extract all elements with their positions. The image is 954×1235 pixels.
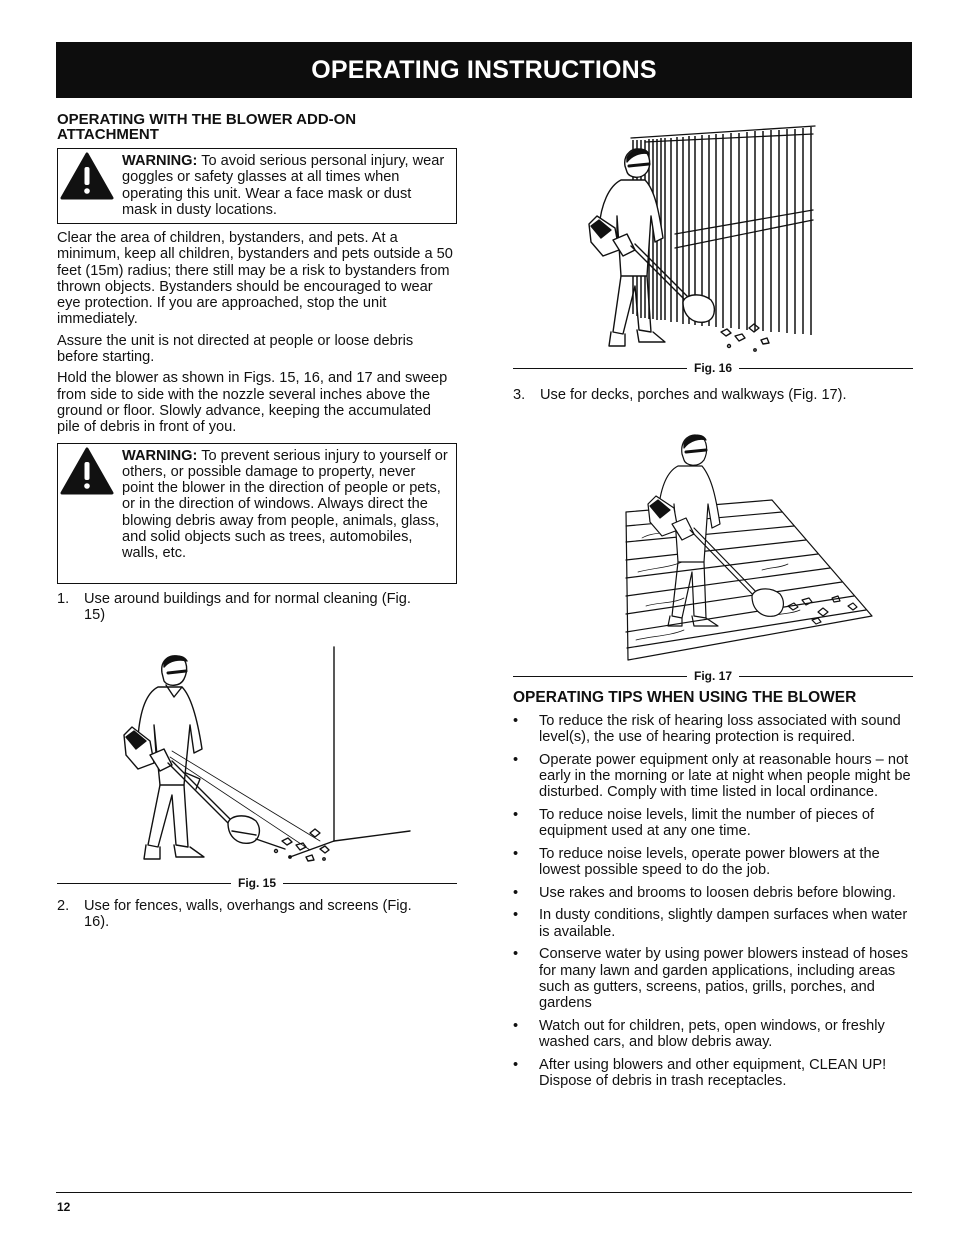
page-title: OPERATING INSTRUCTIONS <box>311 55 657 84</box>
figure-17-caption <box>513 669 913 683</box>
warning-label: WARNING: <box>122 447 198 464</box>
figure-15-caption <box>57 876 457 890</box>
warning-label: WARNING: <box>122 153 198 169</box>
tip-text: Operate power equipment only at reasonable hours – not early in the morning or late at night when people might be disturbed. Comply with time listed in local ordinance. <box>539 751 911 801</box>
tip-text: In dusty conditions, slightly dampen surfaces when water is available. <box>539 907 908 940</box>
tip-text: To reduce noise levels, operate power blowers at the lowest possible speed to do the job. <box>539 845 880 879</box>
list-item-step-2 <box>57 898 457 931</box>
bullet-marker: • <box>513 1017 519 1034</box>
list-item-step-3 <box>513 387 913 403</box>
footer-divider <box>56 1192 912 1193</box>
step-text: Use for fences, walls, overhangs and screens (Fig. 16). <box>84 898 412 931</box>
paragraph: Clear the area of children, bystanders, and pets. At a minimum, keep all children, bystanders and pets outside a 50 feet (15m) radius; there still may be a risk to bystanders from thrown objects. Bystanders should be encouraged to wear eye protection. If you are approached, stop the unit immediately. <box>57 230 453 328</box>
bullet-marker: • <box>513 884 519 901</box>
warning-triangle-icon <box>60 446 114 496</box>
list-item <box>513 807 913 840</box>
step-number: 3. <box>513 387 526 403</box>
caption-rule <box>739 368 913 369</box>
tip-text: Watch out for children, pets, open windows, or freshly washed cars, and blow debris away. <box>539 1017 885 1051</box>
list-item-step-1 <box>57 591 457 624</box>
figure-16-caption <box>513 361 913 375</box>
caption-label: Fig. 17 <box>694 669 733 683</box>
caption-rule <box>57 883 231 884</box>
list-item <box>513 907 913 940</box>
caption-rule <box>739 676 913 677</box>
list-item <box>513 846 913 879</box>
page-title-banner <box>56 42 912 98</box>
warning-text: To avoid serious personal injury, wear goggles or safety glasses at all times when operating this unit. Wear a face mask or dust mask in dusty locations. <box>122 153 445 218</box>
warning-box-direction <box>57 443 457 584</box>
caption-label: Fig. 16 <box>694 361 733 375</box>
warning-text: To prevent serious injury to yourself or others, or possible damage to property, never point the blower in the direction of people or pets, or in the direction of windows. Always direct the blowing debris away from people, animals, glass, and solid objects such as trees, automobiles, walls, etc. <box>122 447 448 562</box>
warning-box-goggles <box>57 148 457 224</box>
list-item <box>513 713 913 746</box>
section-heading-blower: OPERATING WITH THE BLOWER ADD-ON ATTACHMENT <box>57 111 357 143</box>
page-number: 12 <box>57 1200 71 1214</box>
left-column <box>57 112 457 623</box>
figure-15-illustration <box>110 645 420 873</box>
bullet-marker: • <box>513 946 519 963</box>
figure-17-illustration <box>622 420 874 666</box>
paragraph: Assure the unit is not directed at people or loose debris before starting. <box>57 332 414 366</box>
tip-text: After using blowers and other equipment, CLEAN UP! Dispose of debris in trash receptacles. <box>539 1056 887 1090</box>
tip-text: To reduce noise levels, limit the number of pieces of equipment used at any one time. <box>539 807 875 840</box>
bullet-marker: • <box>513 845 519 862</box>
tips-list <box>513 713 913 1089</box>
list-item <box>513 946 913 1011</box>
bullet-marker: • <box>513 1056 519 1073</box>
tip-text: Use rakes and brooms to loosen debris before blowing. <box>539 884 896 901</box>
tips-section <box>513 690 913 1096</box>
section-heading-tips: OPERATING TIPS WHEN USING THE BLOWER <box>513 689 857 706</box>
figure-16-illustration <box>585 124 825 360</box>
bullet-marker: • <box>513 907 519 924</box>
bullet-marker: • <box>513 713 519 729</box>
step-text: Use around buildings and for normal cleaning (Fig. 15) <box>84 590 411 623</box>
list-item <box>513 1018 913 1051</box>
caption-rule <box>513 676 687 677</box>
tip-text: To reduce the risk of hearing loss associated with sound level(s), the use of hearing protection is required. <box>539 713 901 746</box>
tip-text: Conserve water by using power blowers instead of hoses for many lawn and garden applications, including areas such as gutters, screens, patios, grills, porches, and gardens <box>539 946 909 1012</box>
caption-label: Fig. 15 <box>238 876 277 890</box>
list-item <box>513 1057 913 1090</box>
caption-rule <box>283 883 457 884</box>
paragraph: Hold the blower as shown in Figs. 15, 16, and 17 and sweep from side to side with the nozzle several inches above the ground or floor. Slowly advance, keeping the accumulated pile of debris in front of you. <box>57 370 448 436</box>
warning-triangle-icon <box>60 151 114 201</box>
bullet-marker: • <box>513 807 519 824</box>
bullet-marker: • <box>513 751 519 768</box>
list-item <box>513 752 913 801</box>
list-item <box>513 885 913 901</box>
step-number: 2. <box>57 898 70 914</box>
caption-rule <box>513 368 687 369</box>
step-text: Use for decks, porches and walkways (Fig. 17). <box>540 387 847 403</box>
step-number: 1. <box>57 590 70 607</box>
